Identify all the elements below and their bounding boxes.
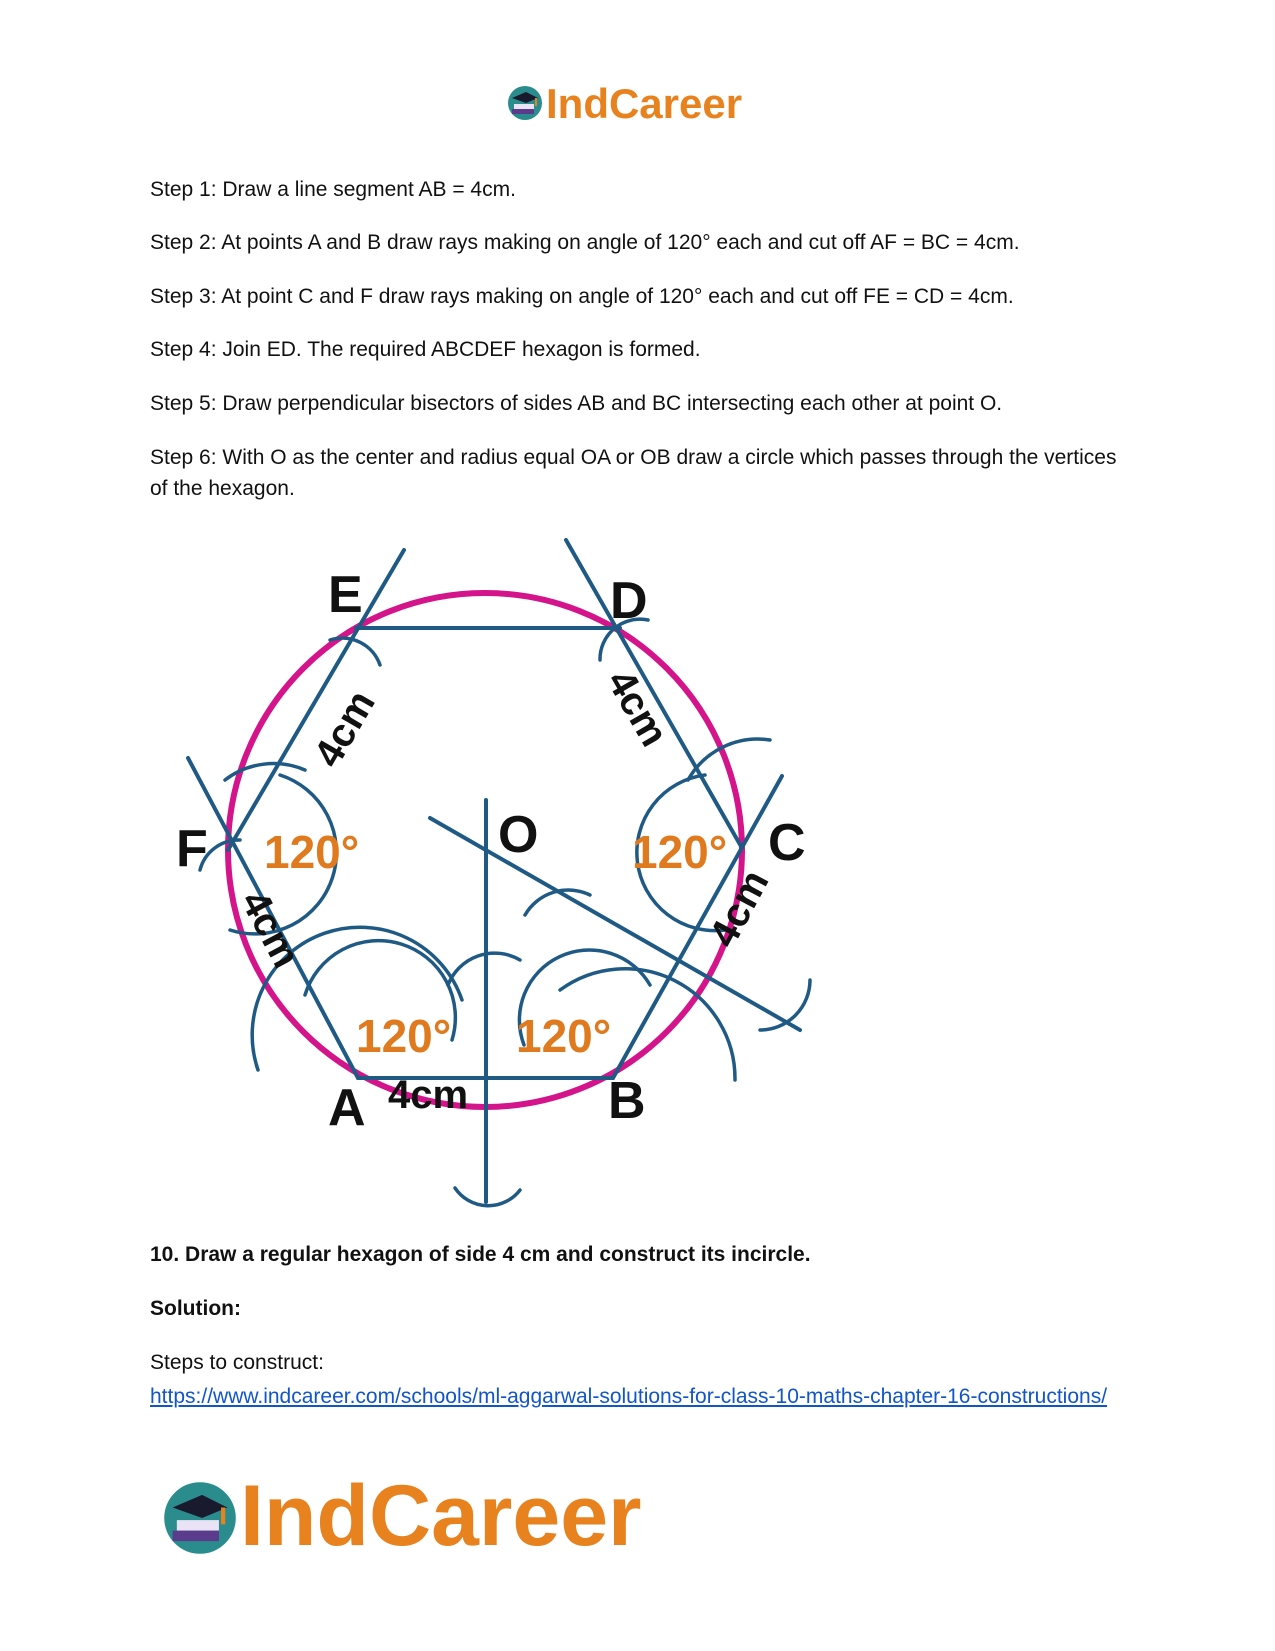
label-b: B (608, 1072, 646, 1130)
side-ef (228, 550, 404, 850)
side-label-ef: 4cm (305, 683, 384, 775)
side-label-cd: 4cm (598, 662, 677, 754)
side-label-fa: 4cm (232, 883, 309, 975)
brand-wordmark: IndCareer (546, 80, 743, 127)
label-c: C (768, 814, 806, 872)
step-4: Step 4: Join ED. The required ABCDEF hexagon is formed. (150, 338, 701, 361)
solution-label: Solution: (150, 1297, 241, 1320)
solutions-link[interactable]: https://www.indcareer.com/schools/ml-aggarwal-solutions-for-class-10-maths-chapter-16-constructions/ (150, 1385, 1108, 1408)
indcareer-logo-bottom (160, 1470, 700, 1566)
steps-intro: Steps to construct: (150, 1351, 324, 1374)
step-1: Step 1: Draw a line segment AB = 4cm. (150, 178, 516, 201)
side-label-ab: 4cm (388, 1073, 469, 1117)
indcareer-logo-top (506, 82, 776, 130)
label-d: D (610, 572, 648, 630)
brand-wordmark: IndCareer (240, 1468, 642, 1564)
angle-label-c: 120° (632, 826, 728, 878)
label-a: A (328, 1079, 366, 1137)
arc-bisect-bc-b (760, 980, 810, 1030)
angle-label-f: 120° (264, 826, 360, 878)
step-2: Step 2: At points A and B draw rays making on angle of 120° each and cut off AF = BC = 4cm. (150, 231, 1020, 254)
hexagon-construction-figure (160, 538, 840, 1218)
label-o: O (498, 806, 539, 864)
ray-bc (613, 776, 782, 1078)
label-e: E (328, 566, 363, 624)
angle-label-b: 120° (516, 1010, 612, 1062)
step-6: Step 6: With O as the center and radius equal OA or OB draw a circle which passes through the vertices of the hexagon. (150, 446, 1117, 500)
angle-label-a: 120° (356, 1010, 452, 1062)
graduation-cap-icon (506, 84, 544, 122)
side-label-bc: 4cm (701, 862, 778, 955)
step-5: Step 5: Draw perpendicular bisectors of sides AB and BC intersecting each other at point O. (150, 392, 1003, 415)
label-f: F (176, 820, 208, 878)
graduation-cap-icon (160, 1478, 240, 1558)
step-3: Step 3: At point C and F draw rays making on angle of 120° each and cut off FE = CD = 4cm. (150, 285, 1014, 308)
question-10: 10. Draw a regular hexagon of side 4 cm and construct its incircle. (150, 1243, 811, 1266)
